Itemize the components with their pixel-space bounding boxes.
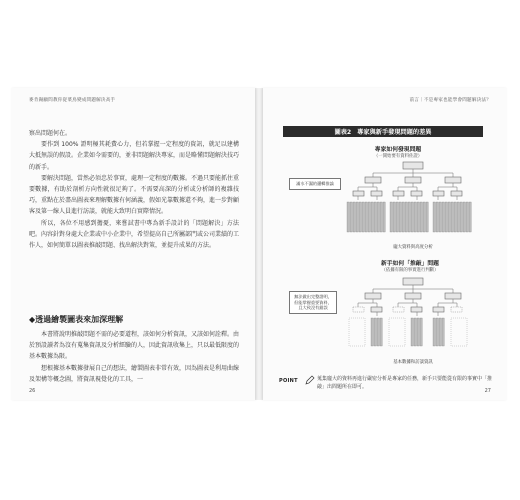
expert-subtitle: （一開始要有資料佐證）	[373, 154, 423, 159]
novice-pyramid-diagram	[343, 276, 483, 356]
page-number-right: 27	[484, 388, 491, 394]
expert-note-box: 滿水不漏的邏輯推論	[289, 178, 341, 190]
pen-icon	[305, 375, 315, 385]
paragraph: 要解決問題，當然必須忠於事實，處理一定程度的數據。不過只要能抓住重要數據，有助於剖析方向性就很足夠了。不需要高深的分析或分析師的複雜技巧，重點在於盡出圖表來理解數據有何涵義，假如光靠數據還不夠，進一步對顧客及第一線人員進行訪談，就能大致明白實際情況。	[29, 174, 240, 216]
running-head-left: 麥肯錫顧問教你從菜鳥變成問題解決高手	[29, 98, 116, 103]
paragraph: 所以，各位不用感到擔憂，來嘗試書中專為新手設計的「問題解決」方法吧。內容針對身處大企業或中小企業中，希望提高自己所屬部門或公司業績的工作人，如何簡單以圖表推敲問題、找出解決對策，並提升成果的方法。	[29, 219, 240, 250]
figure-header	[283, 126, 483, 137]
page-number-left: 26	[29, 388, 36, 394]
point-label: POINT	[279, 378, 298, 384]
novice-subtitle: （依據有限的事實進行判斷）	[381, 268, 439, 273]
paragraph: 想根據基本數據發展自己的想法，繪製圖表非常有效，因為圖表是利用曲線及架構等概念圖，將資訊視覺化的工具，一	[29, 364, 240, 383]
paragraph: 本書將說明推敲問題不需的必要道程，該如何分析資訊，又該如何詮釋。由於預設讀者為沒有蒐集資訊及分析經驗的人，因此資訊收集上，只以最低限度的基本數據為限。	[29, 331, 240, 361]
figure-title: 專家與新手發現問題的差異	[357, 129, 432, 136]
novice-caption: 基本數據和訪談資訊	[393, 360, 433, 365]
expert-pyramid-diagram	[343, 160, 483, 242]
running-head-right: 前言｜不是專家也能學會問題解決法？	[409, 98, 491, 103]
paragraph: 要作到 100% 證明極其耗費心力，但若掌握一定程度的資訊，就足以建構大抵無誤的假設。企業如今需要的，並非問題解決專家，而是略懂問題解決技巧的新手。	[29, 141, 240, 171]
left-page	[11, 88, 255, 400]
right-page	[263, 88, 507, 400]
point-text: 蒐集龐大的資料再進行嚴密分析是專家的任務，新手只要能從有限的事實中「推敲」出問題所在即可。	[317, 376, 493, 390]
novice-note-box: 無法做出完整證明，但能掌握重要資料，且大致沒有錯誤	[289, 291, 337, 314]
section-title: ◆透過繪製圖表來加深理解	[29, 315, 124, 324]
expert-caption: 龐大資料與高度分析	[393, 245, 433, 250]
novice-title: 新手如何「推敲」問題	[381, 261, 439, 267]
section-body-text	[29, 329, 239, 385]
expert-title: 專家如何發現問題	[374, 147, 422, 153]
book-gutter	[255, 88, 263, 400]
paragraph: 察出問題何在。	[29, 130, 72, 137]
figure-label: 圖表2	[334, 129, 352, 136]
left-body-text	[29, 128, 239, 251]
